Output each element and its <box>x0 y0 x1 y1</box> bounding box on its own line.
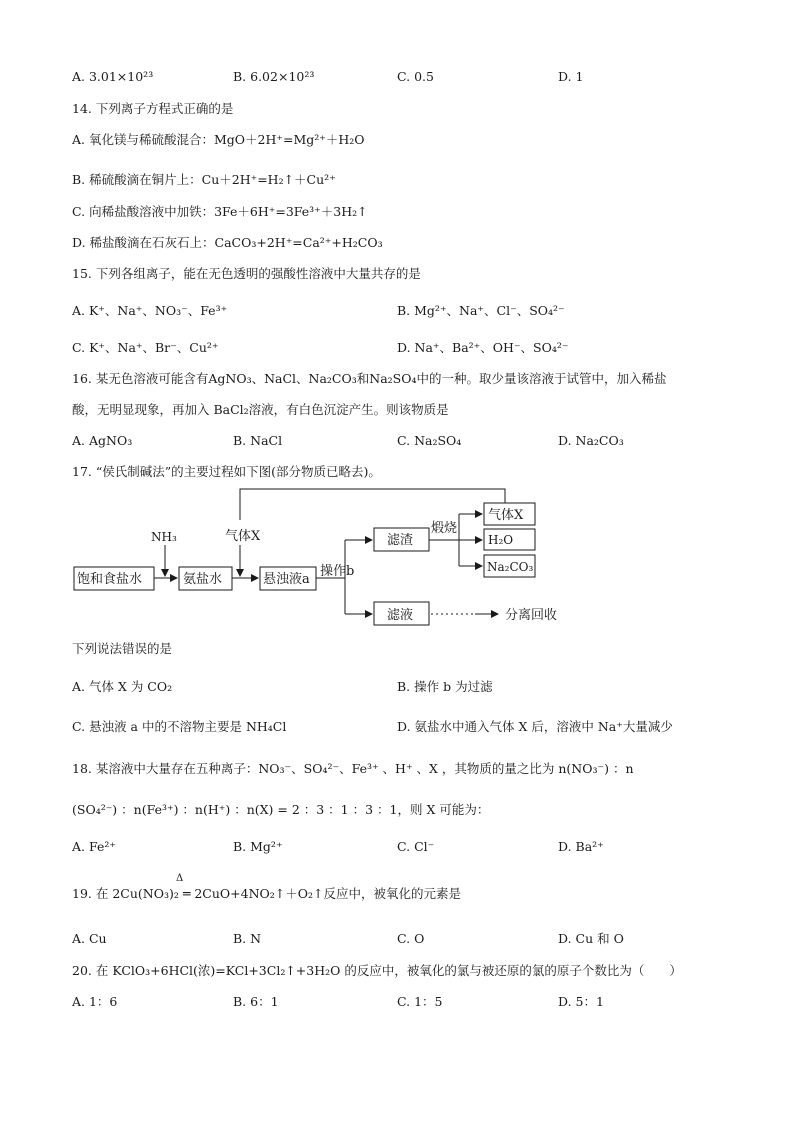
q18-option-a: A. Fe²⁺ <box>72 839 116 854</box>
diagram-box2-label: 氨盐水 <box>183 572 223 587</box>
q19-option-a: A. Cu <box>72 931 107 946</box>
diagram-box1-label: 饱和食盐水 <box>77 572 143 587</box>
q16-option-c: C. Na₂SO₄ <box>397 433 462 448</box>
q18-option-b: B. Mg²⁺ <box>233 839 283 854</box>
q15-option-b: B. Mg²⁺、Na⁺、Cl⁻、SO₄²⁻ <box>397 303 565 318</box>
q16-option-a: A. AgNO₃ <box>72 433 133 448</box>
diagram-op-label: 操作b <box>320 564 355 579</box>
q15-option-c: C. K⁺、Na⁺、Br⁻、Cu²⁺ <box>72 340 219 355</box>
q17-stem: 17. “侯氏制碱法”的主要过程如下图(部分物质已略去)。 <box>72 464 381 479</box>
diagram-box3-label: 悬浊液a <box>263 572 310 587</box>
q19-delta-mark: Δ <box>176 873 184 884</box>
q14-option-b: B. 稀硫酸滴在铜片上：Cu＋2H⁺=H₂↑＋Cu²⁺ <box>72 172 336 187</box>
q14-option-a: A. 氧化镁与稀硫酸混合：MgO＋2H⁺=Mg²⁺＋H₂O <box>72 132 365 147</box>
q20-stem: 20. 在 KClO₃+6HCl(浓)=KCl+3Cl₂↑+3H₂O 的反应中，被氧化的氯与被还原的氯的原子个数比为（ ） <box>72 963 682 978</box>
diagram-out2-label: H₂O <box>488 533 514 547</box>
q16-stem-line2: 酸，无明显现象，再加入 BaCl₂溶液，有白色沉淀产生。则该物质是 <box>72 402 449 417</box>
q17-option-c: C. 悬浊液 a 中的不溶物主要是 NH₄Cl <box>72 719 287 734</box>
q13-option-d: D. 1 <box>558 69 584 84</box>
q14-stem: 14. 下列离子方程式正确的是 <box>72 101 234 116</box>
q16-option-d: D. Na₂CO₃ <box>558 433 624 448</box>
q13-option-b: B. 6.02×10²³ <box>233 69 315 84</box>
q20-option-c: C. 1：5 <box>397 994 443 1009</box>
q17-option-d: D. 氨盐水中通入气体 X 后，溶液中 Na⁺大量减少 <box>397 719 673 734</box>
q14-option-d: D. 稀盐酸滴在石灰石上：CaCO₃+2H⁺=Ca²⁺+H₂CO₃ <box>72 235 383 250</box>
q17-option-b: B. 操作 b 为过滤 <box>397 679 493 694</box>
q13-option-c: C. 0.5 <box>397 69 434 84</box>
q18-option-c: C. Cl⁻ <box>397 839 435 854</box>
diagram-box5-label: 滤液 <box>387 608 414 623</box>
q16-stem-line1: 16. 某无色溶液可能含有AgNO₃、NaCl、Na₂CO₃和Na₂SO₄中的一种。取少量该溶液于试管中，加入稀盐 <box>72 371 667 386</box>
q20-option-b: B. 6：1 <box>233 994 279 1009</box>
q20-option-a: A. 1：6 <box>72 994 118 1009</box>
q17-question: 下列说法错误的是 <box>72 641 173 656</box>
q19-option-d: D. Cu 和 O <box>558 931 624 946</box>
diagram-recover-label: 分离回收 <box>505 608 558 623</box>
diagram-gas-in-label: 气体X <box>225 529 261 544</box>
q18-option-d: D. Ba²⁺ <box>558 839 604 854</box>
q20-option-d: D. 5：1 <box>558 994 604 1009</box>
q14-option-c: C. 向稀盐酸溶液中加铁：3Fe＋6H⁺=3Fe³⁺＋3H₂↑ <box>72 204 368 219</box>
diagram-nh3-label: NH₃ <box>151 530 177 544</box>
q19-stem: 19. 在 2Cu(NO₃)₂ ═ 2CuO+4NO₂↑＋O₂↑反应中，被氧化的元素是 <box>72 886 461 901</box>
q15-option-a: A. K⁺、Na⁺、NO₃⁻、Fe³⁺ <box>72 303 228 318</box>
q19-option-c: C. O <box>397 931 425 946</box>
diagram-out1-label: 气体X <box>488 508 524 523</box>
q15-stem: 15. 下列各组离子，能在无色透明的强酸性溶液中大量共存的是 <box>72 266 421 281</box>
q18-stem-line2: (SO₄²⁻) ：n(Fe³⁺) ：n(H⁺) ：n(X) = 2 ：3 ：1 ：3 ：1，则 X 可能为： <box>72 802 490 817</box>
q13-option-a: A. 3.01×10²³ <box>72 69 154 84</box>
q15-option-d: D. Na⁺、Ba²⁺、OH⁻、SO₄²⁻ <box>397 340 569 355</box>
diagram-calcine-label: 煅烧 <box>431 521 458 536</box>
q18-stem-line1: 18. 某溶液中大量存在五种离子：NO₃⁻、SO₄²⁻、Fe³⁺ 、H⁺ 、X ，其物质的量之比为 n(NO₃⁻) ：n <box>72 761 634 776</box>
diagram-out3-label: Na₂CO₃ <box>487 560 534 574</box>
q19-option-b: B. N <box>233 931 262 946</box>
q16-option-b: B. NaCl <box>233 433 283 448</box>
diagram-box4-label: 滤渣 <box>387 533 414 548</box>
q17-option-a: A. 气体 X 为 CO₂ <box>72 679 173 694</box>
